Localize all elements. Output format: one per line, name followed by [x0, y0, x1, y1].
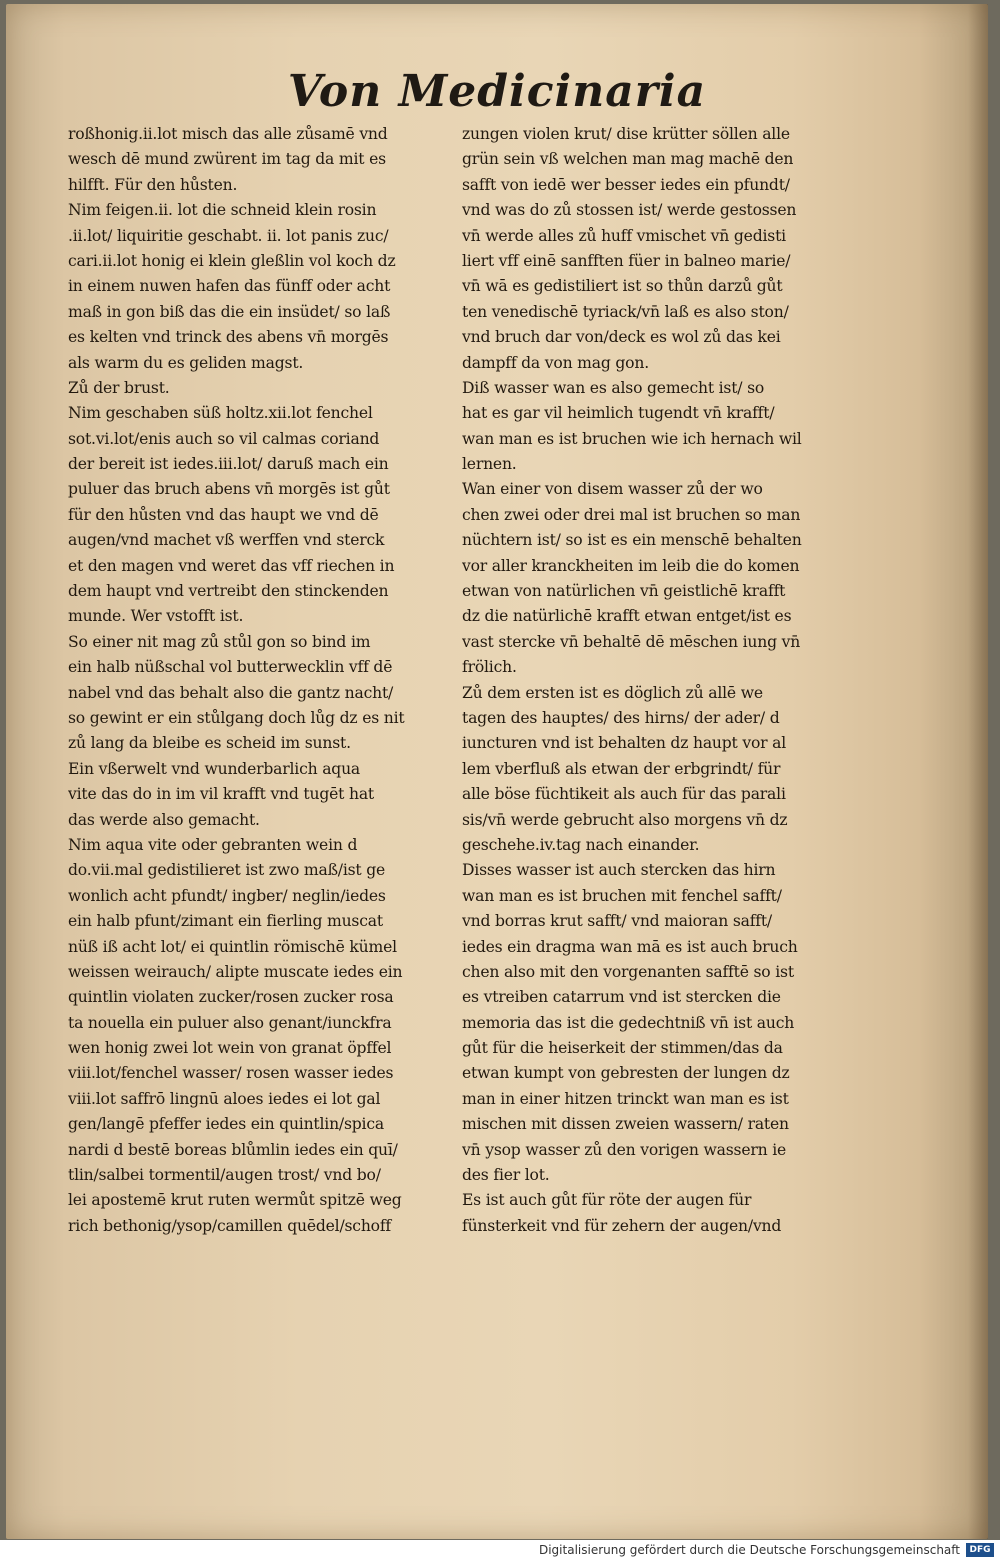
text-line: cari.ii.lot honig ei klein gleßlin vol koch dz [68, 251, 396, 270]
text-line: dem haupt vnd vertreibt den stinckenden [68, 582, 389, 601]
text-line: wen honig zwei lot wein von granat öpffel [68, 1039, 392, 1058]
text-line: roßhonig.ii.lot misch das alle zůsamē vnd [68, 125, 388, 143]
text-line: mischen mit dissen zweien wassern/ raten [462, 1115, 789, 1134]
text-line: maß in gon biß das die ein insüdet/ so laß [68, 302, 391, 321]
text-line: frölich. [462, 658, 517, 677]
text-line: geschehe.iv.tag nach einander. [462, 835, 700, 854]
text-line: vn̄ ysop wasser zů den vorigen wassern ie [462, 1140, 787, 1159]
dfg-logo: DFG [966, 1543, 994, 1557]
text-line: Ein vßerwelt vnd wunderbarlich aqua [68, 759, 361, 778]
footer-bar [0, 1540, 1000, 1561]
text-line: .ii.lot/ liquiritie geschabt. ii. lot panis zuc/ [68, 226, 389, 245]
text-line: weissen weirauch/ alipte muscate iedes ein [68, 962, 403, 981]
text-line: Diß wasser wan es also gemecht ist/ so [462, 378, 765, 397]
text-line: es kelten vnd trinck des abens vn̄ morgēs [68, 328, 389, 347]
text-line: alle böse füchtikeit als auch für das parali [462, 785, 786, 804]
text-line: es vtreiben catarrum vnd ist stercken die [462, 988, 781, 1007]
right-text-column [462, 122, 846, 1239]
text-line: do.vii.mal gedistilieret ist zwo maß/ist ge [68, 861, 386, 880]
text-line: nardi d bestē boreas blůmlin iedes ein quī/ [68, 1140, 398, 1159]
text-line: dampff da von mag gon. [462, 353, 649, 372]
text-line: et den magen vnd weret das vff riechen in [68, 556, 395, 575]
text-line: als warm du es geliden magst. [68, 353, 304, 372]
text-line: quintlin violaten zucker/rosen zucker rosa [68, 988, 394, 1007]
text-line: vnd bruch dar von/deck es wol zů das kei [462, 328, 781, 347]
text-line: der bereit ist iedes.iii.lot/ daruß mach ein [68, 455, 389, 474]
text-line: ein halb pfunt/zimant ein fierling muscat [68, 912, 383, 931]
page-header-title: Von Medicinaria [287, 66, 707, 117]
text-line: vnd borras krut safft/ vnd maioran safft/ [462, 912, 772, 931]
text-line: rich bethonig/ysop/camillen quēdel/schoff [68, 1216, 392, 1235]
text-line: munde. Wer vstofft ist. [68, 607, 244, 626]
text-line: Zů dem ersten ist es döglich zů allē we [462, 683, 763, 702]
text-line: das werde also gemacht. [68, 810, 260, 829]
text-line: ta nouella ein puluer also genant/iunckfra [68, 1013, 392, 1032]
text-line: zů lang da bleibe es scheid im sunst. [68, 734, 351, 753]
text-line: für den hůsten vnd das haupt we vnd dē [68, 505, 379, 524]
text-line: nüß iß acht lot/ ei quintlin römischē kümel [68, 937, 397, 956]
text-line: nabel vnd das behalt also die gantz nacht/ [68, 683, 394, 702]
text-line: vite das do in im vil krafft vnd tugēt hat [68, 785, 374, 804]
footer-credit: Digitalisierung gefördert durch die Deutsche Forschungsgemeinschaft [538, 1543, 960, 1557]
text-line: Nim geschaben süß holtz.xii.lot fenchel [68, 404, 373, 423]
text-line: vnd was do zů stossen ist/ werde gestossen [462, 201, 797, 220]
text-line: Es ist auch gůt für röte der augen für [462, 1191, 752, 1210]
text-line: man in einer hitzen trinckt wan man es ist [462, 1089, 789, 1108]
text-line: iuncturen vnd ist behalten dz haupt vor al [462, 734, 787, 753]
text-line: hat es gar vil heimlich tugendt vn̄ krafft/ [462, 404, 775, 423]
text-line: in einem nuwen hafen das fünff oder acht [68, 277, 391, 296]
left-text-column [68, 122, 452, 1239]
text-line: ein halb nüßschal vol butterwecklin vff dē [68, 658, 393, 677]
text-line: Nim aqua vite oder gebranten wein d [68, 835, 358, 854]
text-line: vor aller kranckheiten im leib die do komen [462, 556, 800, 575]
text-line: grün sein vß welchen man mag machē den [462, 150, 794, 169]
text-line: des fier lot. [462, 1166, 550, 1185]
text-line: zungen violen krut/ dise krütter söllen alle [462, 125, 790, 143]
text-line: wan man es ist bruchen mit fenchel safft/ [462, 886, 782, 905]
book-page [6, 4, 988, 1539]
text-line: wesch dē mund zwürent im tag da mit es [68, 150, 386, 169]
text-line: vn̄ werde alles zů huff vmischet vn̄ gedisti [462, 226, 786, 245]
text-line: augen/vnd machet vß werffen vnd sterck [68, 531, 385, 550]
text-line: vast stercke vn̄ behaltē dē mēschen iung vn̄ [462, 632, 801, 651]
text-line: gen/langē pfeffer iedes ein quintlin/spica [68, 1115, 384, 1134]
text-line: so gewint er ein stůlgang doch lůg dz es nit [68, 708, 405, 727]
text-line: Nim feigen.ii. lot die schneid klein rosin [68, 201, 377, 220]
text-line: safft von iedē wer besser iedes ein pfundt/ [462, 175, 790, 194]
text-line: wonlich acht pfundt/ ingber/ neglin/iedes [68, 886, 386, 905]
text-line: Wan einer von disem wasser zů der wo [462, 480, 763, 499]
text-line: liert vff einē sanfften füer in balneo marie/ [462, 251, 791, 270]
text-line: Zů der brust. [68, 378, 170, 397]
text-line: etwan von natürlichen vn̄ geistlichē krafft [462, 582, 786, 601]
text-line: chen also mit den vorgenanten safftē so ist [462, 962, 794, 981]
text-line: wan man es ist bruchen wie ich hernach wil [462, 429, 802, 448]
text-line: viii.lot saffrō lingnū aloes iedes ei lot gal [68, 1089, 381, 1108]
text-line: etwan kumpt von gebresten der lungen dz [462, 1064, 790, 1083]
text-line: viii.lot/fenchel wasser/ rosen wasser iedes [68, 1064, 394, 1083]
text-line: lernen. [462, 455, 517, 474]
text-line: nüchtern ist/ so ist es ein menschē behalten [462, 531, 802, 550]
text-line: puluer das bruch abens vn̄ morgēs ist gůt [68, 480, 390, 499]
text-line: ten venedischē tyriack/vn̄ laß es also ston/ [462, 302, 789, 321]
text-line: iedes ein dragma wan mā es ist auch bruch [462, 937, 798, 956]
text-line: sot.vi.lot/enis auch so vil calmas coriand [68, 429, 380, 448]
text-line: Disses wasser ist auch stercken das hirn [462, 861, 776, 880]
text-line: lei apostemē krut ruten wermůt spitzē weg [68, 1191, 402, 1210]
text-line: chen zwei oder drei mal ist bruchen so man [462, 505, 801, 524]
text-line: lem vberfluß als etwan der erbgrindt/ für [462, 759, 781, 778]
text-line: fünsterkeit vnd für zehern der augen/vnd [462, 1216, 782, 1235]
text-line: tagen des hauptes/ des hirns/ der ader/ d [462, 708, 780, 727]
text-line: gůt für die heiserkeit der stimmen/das da [462, 1039, 783, 1058]
text-line: sis/vn̄ werde gebrucht also morgens vn̄ dz [462, 810, 788, 829]
text-line: vn̄ wā es gedistiliert ist so thůn darzů gůt [462, 277, 783, 296]
text-line: dz die natürlichē krafft etwan entget/ist es [462, 607, 792, 626]
text-line: hilfft. Für den hůsten. [68, 175, 238, 194]
text-line: tlin/salbei tormentil/augen trost/ vnd bo/ [68, 1166, 381, 1185]
text-line: So einer nit mag zů stůl gon so bind im [68, 632, 371, 651]
text-line: memoria das ist die gedechtniß vn̄ ist auch [462, 1013, 795, 1032]
